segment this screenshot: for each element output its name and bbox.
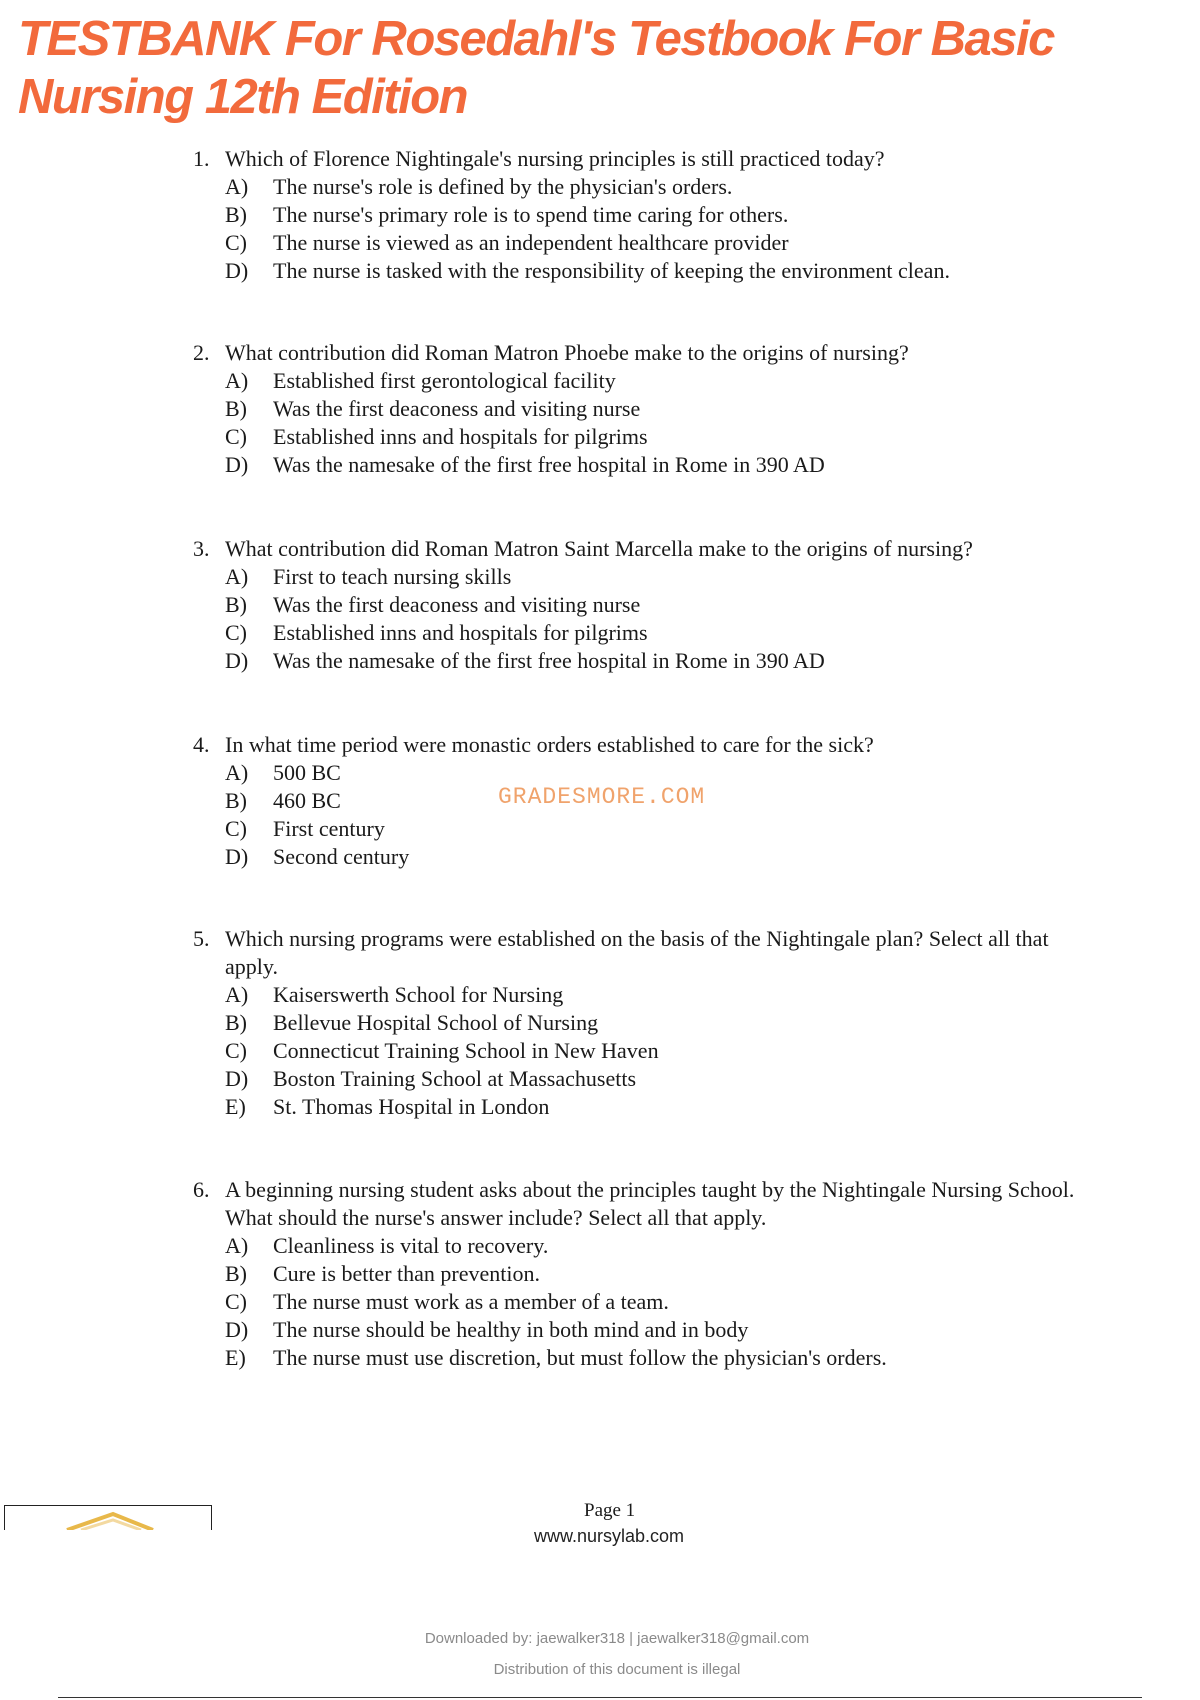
option-text: Connecticut Training School in New Haven	[273, 1038, 659, 1063]
option-letter: B)	[225, 396, 247, 421]
answer-option	[193, 1037, 1093, 1065]
answer-option	[193, 591, 1093, 619]
option-text: First century	[273, 816, 385, 841]
answer-option	[193, 981, 1093, 1009]
question-number: 4.	[193, 732, 210, 757]
question-text: What contribution did Roman Matron Phoebe make to the origins of nursing?	[225, 340, 909, 365]
option-letter: B)	[225, 1010, 247, 1035]
option-text: Established first gerontological facility	[273, 368, 616, 393]
option-letter: C)	[225, 620, 247, 645]
question-3	[193, 535, 1093, 675]
answer-option	[193, 1288, 1093, 1316]
option-text: Bellevue Hospital School of Nursing	[273, 1010, 599, 1035]
option-letter: D)	[225, 258, 249, 283]
option-text: Cure is better than prevention.	[273, 1261, 540, 1286]
answer-option	[193, 1065, 1093, 1093]
option-text: Was the first deaconess and visiting nurse	[273, 592, 641, 617]
option-text: 500 BC	[273, 760, 341, 785]
answer-option	[193, 1232, 1093, 1260]
option-letter: C)	[225, 1038, 247, 1063]
answer-option	[193, 647, 1093, 675]
option-text: Established inns and hospitals for pilgrims	[273, 424, 648, 449]
question-5	[193, 925, 1093, 1121]
option-text: The nurse must work as a member of a team.	[273, 1289, 669, 1314]
option-text: The nurse is viewed as an independent healthcare provider	[273, 230, 789, 255]
option-text: St. Thomas Hospital in London	[273, 1094, 550, 1119]
option-letter: B)	[225, 592, 247, 617]
option-text: Second century	[273, 844, 410, 869]
option-letter: A)	[225, 1233, 249, 1258]
answer-option	[193, 815, 1093, 843]
option-text: The nurse should be healthy in both mind and in body	[273, 1317, 749, 1342]
option-text: The nurse must use discretion, but must follow the physician's orders.	[273, 1345, 887, 1370]
option-letter: B)	[225, 202, 247, 227]
option-letter: C)	[225, 424, 247, 449]
option-text: First to teach nursing skills	[273, 564, 512, 589]
question-number: 6.	[193, 1177, 210, 1202]
option-letter: A)	[225, 760, 249, 785]
option-text: 460 BC	[273, 788, 341, 813]
question-text: Which nursing programs were established on the basis of the Nightingale plan? Select all that apply.	[225, 926, 1049, 979]
option-letter: D)	[225, 1317, 249, 1342]
document-title: TESTBANK For Rosedahl's Testbook For Basic Nursing 12th Edition	[18, 12, 1054, 124]
question-text: A beginning nursing student asks about the principles taught by the Nightingale Nursing School. What should the nurse's answer include? Select all that apply.	[225, 1177, 1075, 1230]
option-letter: E)	[225, 1094, 246, 1119]
page-number: Page 1	[584, 1500, 636, 1521]
option-letter: B)	[225, 788, 247, 813]
option-letter: A)	[225, 564, 249, 589]
bottom-divider	[58, 1697, 1142, 1698]
question-1	[193, 145, 1093, 285]
answer-option	[193, 1009, 1093, 1037]
footer-logo-box	[4, 1505, 212, 1530]
logo-fragment-icon	[5, 1506, 211, 1530]
question-number: 3.	[193, 536, 210, 561]
answer-option	[193, 1093, 1093, 1121]
answer-option	[193, 1344, 1093, 1372]
option-text: Was the namesake of the first free hospital in Rome in 390 AD	[273, 452, 825, 477]
question-text: In what time period were monastic orders established to care for the sick?	[225, 732, 874, 757]
distribution-note: Distribution of this document is illegal	[493, 1661, 741, 1678]
option-letter: C)	[225, 230, 247, 255]
answer-option	[193, 1316, 1093, 1344]
question-number: 2.	[193, 340, 210, 365]
option-letter: D)	[225, 844, 249, 869]
question-text: What contribution did Roman Matron Saint Marcella make to the origins of nursing?	[225, 536, 973, 561]
answer-option	[193, 451, 1093, 479]
answer-option	[193, 173, 1093, 201]
option-letter: B)	[225, 1261, 247, 1286]
question-2	[193, 339, 1093, 479]
option-letter: A)	[225, 174, 249, 199]
question-number: 1.	[193, 146, 210, 171]
answer-option	[193, 843, 1093, 871]
option-text: The nurse's primary role is to spend time caring for others.	[273, 202, 789, 227]
answer-option	[193, 1260, 1093, 1288]
option-text: The nurse is tasked with the responsibility of keeping the environment clean.	[273, 258, 950, 283]
answer-option	[193, 563, 1093, 591]
option-text: Was the namesake of the first free hospital in Rome in 390 AD	[273, 648, 825, 673]
option-text: Cleanliness is vital to recovery.	[273, 1233, 549, 1258]
watermark: GRADESMORE.COM	[498, 784, 706, 810]
answer-option	[193, 201, 1093, 229]
option-text: Kaiserswerth School for Nursing	[273, 982, 564, 1007]
option-letter: D)	[225, 648, 249, 673]
option-text: Established inns and hospitals for pilgrims	[273, 620, 648, 645]
answer-option	[193, 423, 1093, 451]
option-letter: D)	[225, 452, 249, 477]
option-text: Boston Training School at Massachusetts	[273, 1066, 637, 1091]
answer-option	[193, 395, 1093, 423]
footer-site-url: www.nursylab.com	[534, 1526, 685, 1546]
option-letter: D)	[225, 1066, 249, 1091]
answer-option	[193, 367, 1093, 395]
option-letter: A)	[225, 982, 249, 1007]
option-letter: C)	[225, 1289, 247, 1314]
answer-option	[193, 619, 1093, 647]
question-text: Which of Florence Nightingale's nursing principles is still practiced today?	[225, 146, 885, 171]
question-number: 5.	[193, 926, 210, 951]
answer-option	[193, 229, 1093, 257]
option-letter: A)	[225, 368, 249, 393]
option-letter: C)	[225, 816, 247, 841]
option-text: The nurse's role is defined by the physician's orders.	[273, 174, 733, 199]
option-text: Was the first deaconess and visiting nurse	[273, 396, 641, 421]
option-letter: E)	[225, 1345, 246, 1370]
download-note: Downloaded by: jaewalker318 | jaewalker318@gmail.com	[424, 1630, 810, 1647]
answer-option	[193, 759, 1093, 787]
question-6	[193, 1176, 1093, 1372]
answer-option	[193, 257, 1093, 285]
